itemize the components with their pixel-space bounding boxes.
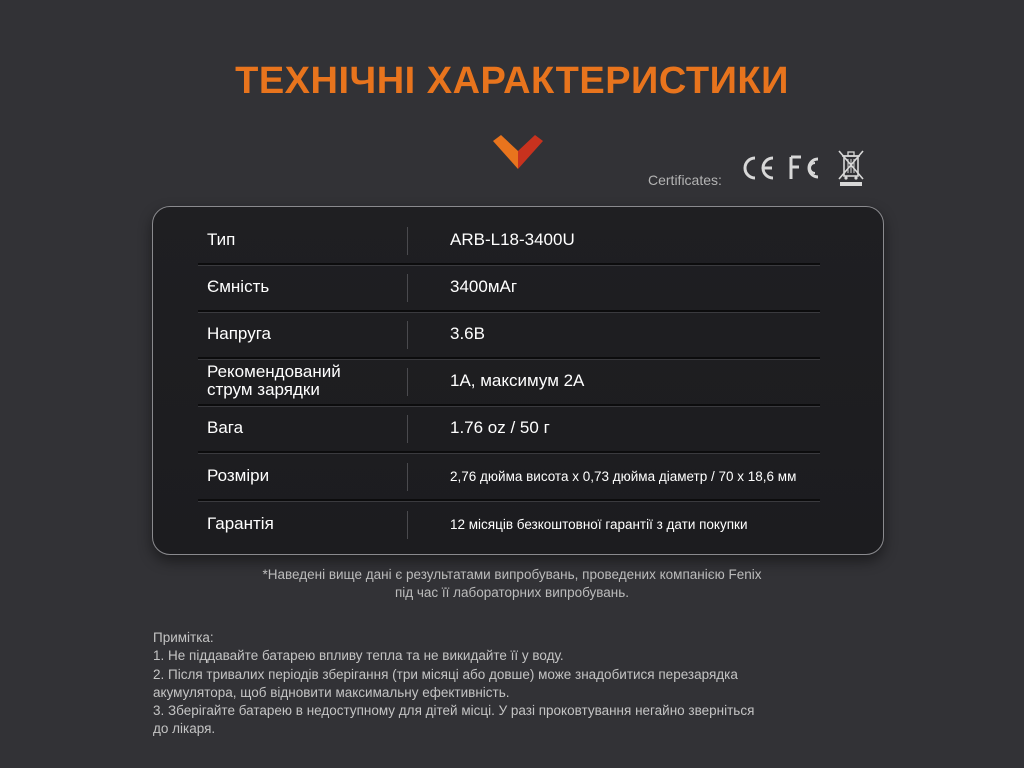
spec-label: Напруга bbox=[207, 324, 271, 343]
footnote-line: під час її лабораторних випробувань. bbox=[394, 585, 630, 600]
page-title: ТЕХНІЧНІ ХАРАКТЕРИСТИКИ bbox=[235, 60, 789, 102]
row-divider bbox=[407, 463, 408, 491]
chevron-down-icon bbox=[493, 135, 543, 169]
row-divider bbox=[407, 274, 408, 302]
row-divider bbox=[407, 368, 408, 396]
spec-value: 1А, максимум 2А bbox=[450, 371, 585, 390]
spec-label: Вага bbox=[207, 418, 244, 437]
spec-row-weight bbox=[198, 405, 820, 453]
spec-value: 3400мАг bbox=[450, 277, 518, 296]
spec-row-type bbox=[198, 217, 820, 265]
spec-value: ARB-L18-3400U bbox=[450, 230, 575, 249]
spec-label: Тип bbox=[207, 230, 236, 249]
note-line: 1. Не піддавайте батарею впливу тепла та не викидайте її у воду. bbox=[153, 648, 564, 664]
spec-row-capacity bbox=[198, 264, 820, 312]
spec-row-dimensions bbox=[198, 453, 820, 501]
note-line: 2. Після тривалих періодів зберігання (три місяці або довше) може знадобитися перезарядка bbox=[153, 666, 738, 682]
spec-row-voltage bbox=[198, 311, 820, 359]
spec-label: Гарантія bbox=[207, 514, 274, 533]
row-divider bbox=[407, 227, 408, 255]
test-footnote bbox=[0, 566, 1024, 602]
certificates-label: Certificates: bbox=[648, 172, 722, 188]
row-divider bbox=[407, 511, 408, 539]
row-divider bbox=[407, 321, 408, 349]
certificates bbox=[648, 150, 876, 190]
notes-heading: Примітка: bbox=[153, 630, 214, 645]
spec-value: 3.6В bbox=[450, 324, 485, 343]
spec-label: Ємність bbox=[207, 277, 270, 296]
note-line: 3. Зберігайте батарею в недоступному для дітей місці. У разі проковтування негайно зверніться bbox=[153, 703, 755, 719]
spec-row-warranty bbox=[198, 501, 820, 547]
notes-section bbox=[153, 629, 853, 739]
spec-table bbox=[152, 206, 884, 555]
spec-value: 1.76 oz / 50 г bbox=[450, 418, 550, 437]
note-line: акумулятора, щоб відновити максимальну ефективність. bbox=[153, 684, 510, 700]
spec-label: Розміри bbox=[207, 466, 270, 485]
ce-mark-icon bbox=[740, 153, 778, 188]
weee-crossed-bin-icon bbox=[836, 148, 866, 193]
fcc-mark-icon bbox=[788, 153, 826, 188]
row-divider bbox=[407, 415, 408, 443]
spec-label: Рекомендований струм зарядки bbox=[207, 362, 341, 399]
spec-value: 2,76 дюйма висота x 0,73 дюйма діаметр / 70 x 18,6 мм bbox=[450, 468, 797, 484]
footnote-line: *Наведені вище дані є результатами випробувань, проведених компанією Fenix bbox=[262, 567, 762, 582]
spec-value: 12 місяців безкоштовної гарантії з дати покупки bbox=[450, 516, 748, 532]
note-line: до лікаря. bbox=[153, 721, 216, 737]
spec-row-charge-current bbox=[198, 358, 820, 406]
